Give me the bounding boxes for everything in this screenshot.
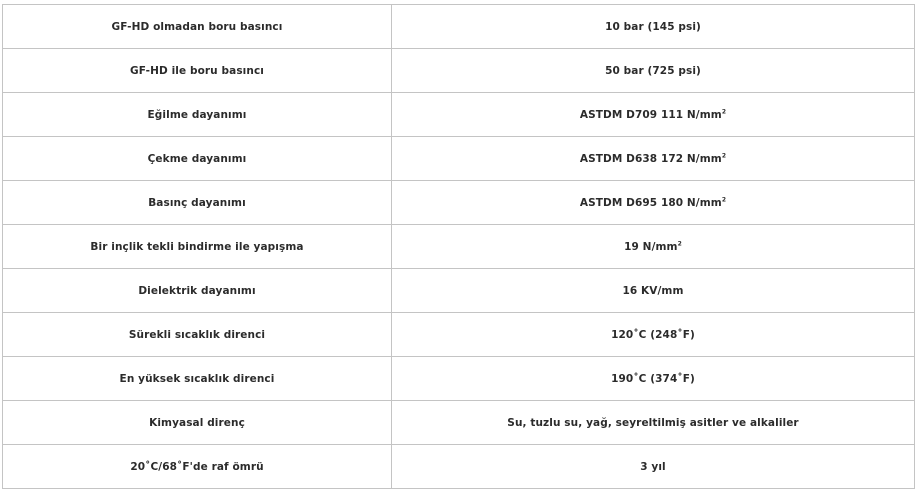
table-row (3, 181, 915, 225)
table-row (3, 49, 915, 93)
table-row (3, 313, 915, 357)
row-value-text: ASTDM D709 111 N/mm (579, 108, 722, 121)
row-label: En yüksek sıcaklık direnci (3, 357, 392, 401)
row-value (392, 445, 915, 489)
table-row (3, 401, 915, 445)
row-value (392, 225, 915, 269)
row-value (392, 401, 915, 445)
table-row (3, 269, 915, 313)
superscript: 2 (721, 108, 727, 115)
row-value-text: 190˚C (374˚F) (611, 372, 695, 385)
row-value-text: 50 bar (725 psi) (605, 64, 701, 77)
row-value (392, 49, 915, 93)
spec-table (2, 4, 915, 489)
table-row (3, 357, 915, 401)
row-label: Sürekli sıcaklık direnci (3, 313, 392, 357)
table-row (3, 137, 915, 181)
row-value (392, 181, 915, 225)
row-label: Çekme dayanımı (3, 137, 392, 181)
row-label: Eğilme dayanımı (3, 93, 392, 137)
row-label: GF-HD ile boru basıncı (3, 49, 392, 93)
row-value (392, 5, 915, 49)
row-value-text: ASTDM D638 172 N/mm (579, 152, 722, 165)
superscript: 2 (677, 240, 682, 247)
row-label: Dielektrik dayanımı (3, 269, 392, 313)
row-value-text: 10 bar (145 psi) (605, 20, 701, 33)
row-value-text: 19 N/mm (624, 240, 678, 253)
row-value (392, 137, 915, 181)
row-value (392, 269, 915, 313)
table-row (3, 5, 915, 49)
row-value (392, 93, 915, 137)
row-value (392, 357, 915, 401)
row-value-text: 3 yıl (640, 460, 666, 473)
table-row (3, 225, 915, 269)
row-value-text: 16 KV/mm (622, 284, 684, 297)
row-label: Bir inçlik tekli bindirme ile yapışma (3, 225, 392, 269)
table-row (3, 93, 915, 137)
row-value-text: ASTDM D695 180 N/mm (579, 196, 722, 209)
row-value-text: 120˚C (248˚F) (611, 328, 695, 341)
row-label: Basınç dayanımı (3, 181, 392, 225)
row-value (392, 313, 915, 357)
table-row (3, 445, 915, 489)
row-label: 20˚C/68˚F'de raf ömrü (3, 445, 392, 489)
superscript: 2 (721, 152, 727, 159)
superscript: 2 (721, 196, 727, 203)
row-label: GF-HD olmadan boru basıncı (3, 5, 392, 49)
row-label: Kimyasal direnç (3, 401, 392, 445)
row-value-text: Su, tuzlu su, yağ, seyreltilmiş asitler ve alkaliler (507, 416, 799, 429)
